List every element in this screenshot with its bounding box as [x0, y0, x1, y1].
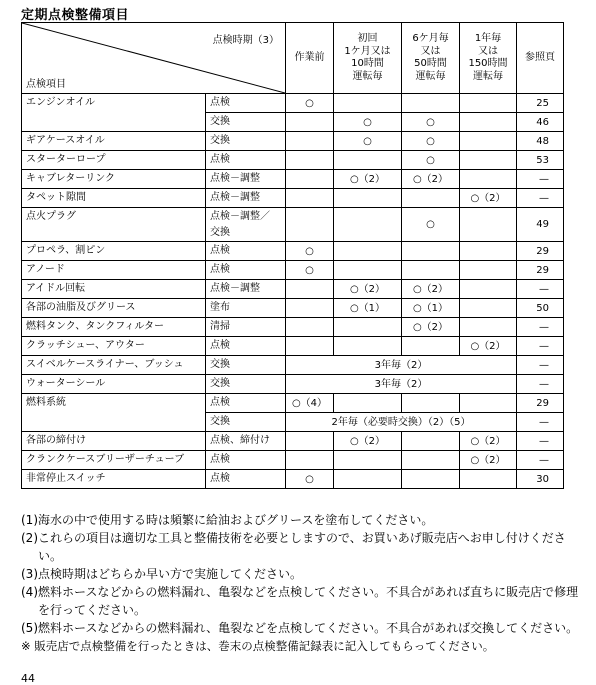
note-text: 燃料ホースなどからの燃料漏れ、亀裂などを点検してください。不具合があれば直ちに販売店で修理を行ってください。	[38, 585, 579, 617]
action-cell: 点検	[206, 451, 286, 470]
ref-page-cell: 25	[517, 94, 564, 113]
ref-page-cell: 53	[517, 151, 564, 170]
item-cell: ウォーターシール	[22, 375, 206, 394]
interval-cell	[334, 208, 402, 242]
interval-cell	[286, 113, 334, 132]
item-label: 点検項目	[26, 78, 66, 90]
table-row	[22, 242, 564, 261]
interval-cell	[334, 470, 402, 489]
interval-cell: ○（2）	[460, 432, 517, 451]
ref-page-cell: —	[517, 170, 564, 189]
table-row	[22, 261, 564, 280]
interval-cell	[460, 318, 517, 337]
ref-page-cell: —	[517, 413, 564, 432]
interval-span-cell: 3年毎（2）	[286, 356, 517, 375]
table-row	[22, 189, 564, 208]
interval-cell	[402, 189, 460, 208]
interval-cell	[460, 280, 517, 299]
table-row	[22, 318, 564, 337]
ref-page-cell: 48	[517, 132, 564, 151]
action-cell: 点検－調整／ 交換	[206, 208, 286, 242]
table-row	[22, 170, 564, 189]
col-header-ref-page: 参照頁	[517, 23, 564, 94]
ref-page-cell: —	[517, 280, 564, 299]
interval-cell	[286, 170, 334, 189]
action-cell: 交換	[206, 356, 286, 375]
interval-cell: ○	[286, 94, 334, 113]
interval-cell	[402, 432, 460, 451]
item-cell: キャブレターリンク	[22, 170, 206, 189]
note-text: 海水の中で使用する時は頻繁に給油およびグリースを塗布してください。	[38, 513, 434, 527]
interval-cell	[402, 394, 460, 413]
interval-cell	[286, 451, 334, 470]
interval-cell	[460, 394, 517, 413]
table-row	[22, 375, 564, 394]
interval-cell	[402, 261, 460, 280]
interval-cell	[460, 242, 517, 261]
interval-cell	[402, 451, 460, 470]
table-row	[22, 94, 564, 113]
item-cell: タペット隙間	[22, 189, 206, 208]
interval-cell: ○（2）	[460, 189, 517, 208]
interval-cell	[460, 261, 517, 280]
ref-page-cell: —	[517, 337, 564, 356]
table-row	[22, 280, 564, 299]
interval-cell: ○（2）	[334, 432, 402, 451]
interval-cell: ○	[402, 113, 460, 132]
interval-cell	[402, 337, 460, 356]
interval-cell: ○	[286, 242, 334, 261]
ref-page-cell: —	[517, 189, 564, 208]
col-header-before-work: 作業前	[286, 23, 334, 94]
interval-cell	[286, 208, 334, 242]
ref-page-cell: 46	[517, 113, 564, 132]
note-item	[21, 583, 581, 619]
action-cell: 清掃	[206, 318, 286, 337]
interval-cell	[286, 151, 334, 170]
note-number: (1)	[21, 513, 38, 527]
table-row	[22, 432, 564, 451]
interval-cell: ○（2）	[334, 280, 402, 299]
interval-cell: ○（4）	[286, 394, 334, 413]
col-header-first: 初回 1ケ月又は 10時間 運転毎	[334, 23, 402, 94]
table-row	[22, 451, 564, 470]
interval-cell	[402, 242, 460, 261]
ref-page-cell: 30	[517, 470, 564, 489]
interval-cell	[460, 94, 517, 113]
action-cell: 交換	[206, 132, 286, 151]
interval-cell	[334, 261, 402, 280]
action-cell: 点検－調整	[206, 189, 286, 208]
action-cell: 点検－調整	[206, 280, 286, 299]
interval-cell: ○	[402, 151, 460, 170]
action-cell: 交換	[206, 375, 286, 394]
table-row	[22, 151, 564, 170]
ref-page-cell: 29	[517, 261, 564, 280]
action-cell: 点検	[206, 94, 286, 113]
note-text: 点検時期はどちらか早い方で実施してください。	[38, 567, 303, 581]
interval-cell	[460, 170, 517, 189]
interval-cell	[286, 189, 334, 208]
item-cell: 燃料系統	[22, 394, 206, 432]
table-row	[22, 132, 564, 151]
schedule-body	[22, 94, 564, 489]
col-header-1year: 1年毎 又は 150時間 運転毎	[460, 23, 517, 94]
interval-cell: ○	[334, 132, 402, 151]
interval-cell: ○（1）	[334, 299, 402, 318]
note-item	[21, 529, 581, 565]
item-cell: 点火プラグ	[22, 208, 206, 242]
note-item	[21, 619, 581, 637]
action-cell: 点検	[206, 261, 286, 280]
interval-cell: ○（2）	[334, 170, 402, 189]
interval-cell	[334, 242, 402, 261]
ref-page-cell: —	[517, 356, 564, 375]
note-item	[21, 565, 581, 583]
item-cell: エンジンオイル	[22, 94, 206, 132]
table-row	[22, 470, 564, 489]
item-cell: 各部の油脂及びグリース	[22, 299, 206, 318]
ref-page-cell: 49	[517, 208, 564, 242]
note-number: (5)	[21, 621, 38, 635]
item-cell: ギアケースオイル	[22, 132, 206, 151]
interval-cell	[286, 280, 334, 299]
note-text: これらの項目は適切な工具と整備技術を必要としますので、お買いあげ販売店へお申し付けください。	[38, 531, 566, 563]
table-row	[22, 394, 564, 413]
item-cell: 各部の締付け	[22, 432, 206, 451]
ref-page-cell: 29	[517, 394, 564, 413]
table-row	[22, 356, 564, 375]
item-cell: クランクケースブリーザーチューブ	[22, 451, 206, 470]
interval-span-cell: 3年毎（2）	[286, 375, 517, 394]
action-cell: 交換	[206, 113, 286, 132]
interval-cell: ○（2）	[402, 318, 460, 337]
interval-cell	[460, 132, 517, 151]
note-number: (4)	[21, 585, 38, 599]
interval-cell	[286, 318, 334, 337]
table-row	[22, 208, 564, 242]
item-cell: プロペラ、割ピン	[22, 242, 206, 261]
item-cell: スイベルケースライナー、ブッシュ	[22, 356, 206, 375]
page-title: 定期点検整備項目	[21, 8, 130, 23]
interval-cell: ○（2）	[460, 337, 517, 356]
interval-cell	[460, 208, 517, 242]
footnote: ※ 販売店で点検整備を行ったときは、巻末の点検整備記録表に記入してもらってください。	[21, 639, 495, 653]
interval-cell	[286, 299, 334, 318]
note-number: (2)	[21, 531, 38, 545]
interval-cell	[334, 394, 402, 413]
action-cell: 点検、締付け	[206, 432, 286, 451]
ref-page-cell: —	[517, 318, 564, 337]
interval-cell	[402, 470, 460, 489]
action-cell: 点検	[206, 337, 286, 356]
interval-cell: ○（2）	[460, 451, 517, 470]
ref-page-cell: —	[517, 432, 564, 451]
item-cell: 非常停止スイッチ	[22, 470, 206, 489]
interval-cell	[334, 189, 402, 208]
item-cell: アノード	[22, 261, 206, 280]
interval-cell	[460, 113, 517, 132]
table-row	[22, 299, 564, 318]
item-cell: スターターロープ	[22, 151, 206, 170]
action-cell: 点検	[206, 151, 286, 170]
interval-cell	[334, 94, 402, 113]
interval-cell	[460, 299, 517, 318]
item-cell: 燃料タンク、タンクフィルター	[22, 318, 206, 337]
maintenance-schedule-table	[21, 22, 564, 489]
interval-cell: ○	[402, 132, 460, 151]
interval-cell: ○（1）	[402, 299, 460, 318]
interval-cell	[334, 451, 402, 470]
interval-cell: ○	[286, 261, 334, 280]
note-number: (3)	[21, 567, 38, 581]
ref-page-cell: 29	[517, 242, 564, 261]
note-item	[21, 511, 581, 529]
interval-cell: ○（2）	[402, 280, 460, 299]
interval-cell	[460, 470, 517, 489]
ref-page-cell: —	[517, 451, 564, 470]
action-cell: 点検－調整	[206, 170, 286, 189]
table-row	[22, 337, 564, 356]
item-cell: クラッチシュー、アウター	[22, 337, 206, 356]
item-cell: アイドル回転	[22, 280, 206, 299]
ref-page-cell: 50	[517, 299, 564, 318]
interval-cell	[334, 337, 402, 356]
notes-section	[21, 511, 581, 655]
interval-cell	[460, 151, 517, 170]
interval-span-cell: 2年毎（必要時交換）（2）（5）	[286, 413, 517, 432]
interval-cell	[286, 337, 334, 356]
page-number: 44	[21, 672, 35, 685]
ref-page-cell: —	[517, 375, 564, 394]
action-cell: 点検	[206, 242, 286, 261]
interval-cell	[286, 432, 334, 451]
note-text: 燃料ホースなどからの燃料漏れ、亀裂などを点検してください。不具合があれば交換してください。	[38, 621, 579, 635]
interval-cell: ○	[286, 470, 334, 489]
header-diagonal-cell	[22, 23, 286, 94]
interval-cell: ○	[334, 113, 402, 132]
action-cell: 点検	[206, 394, 286, 413]
interval-cell: ○（2）	[402, 170, 460, 189]
col-header-6months: 6ケ月毎 又は 50時間 運転毎	[402, 23, 460, 94]
interval-cell: ○	[402, 208, 460, 242]
interval-cell	[334, 318, 402, 337]
interval-cell	[402, 94, 460, 113]
action-cell: 点検	[206, 470, 286, 489]
action-cell: 交換	[206, 413, 286, 432]
timing-label: 点検時期（3）	[212, 35, 279, 46]
interval-cell	[286, 132, 334, 151]
interval-cell	[334, 151, 402, 170]
action-cell: 塗布	[206, 299, 286, 318]
